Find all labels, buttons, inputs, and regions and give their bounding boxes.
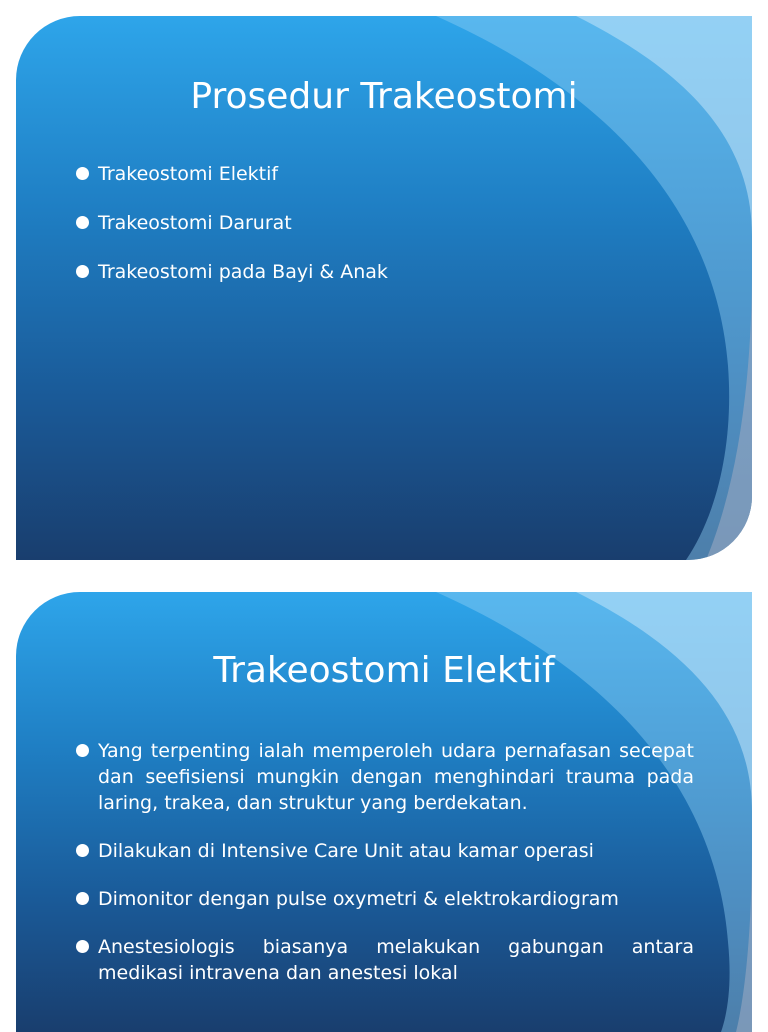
bullet-text: Dilakukan di Intensive Care Unit atau kamar operasi — [98, 840, 594, 862]
slide-1-bullet-list — [74, 162, 694, 309]
bullet-dot-icon — [76, 940, 89, 953]
bullet-text: Dimonitor dengan pulse oxymetri & elektrokardiogram — [98, 888, 619, 910]
bullet-text: Trakeostomi pada Bayi & Anak — [98, 261, 388, 283]
bullet-dot-icon — [76, 844, 89, 857]
bullet-dot-icon — [76, 167, 89, 180]
list-item — [74, 211, 694, 235]
bullet-dot-icon — [76, 265, 89, 278]
slide-1-title: Prosedur Trakeostomi — [190, 76, 578, 117]
bullet-dot-icon — [76, 744, 89, 757]
list-item — [74, 260, 694, 284]
list-item — [74, 162, 694, 186]
slide-2 — [16, 592, 752, 1032]
bullet-text: Trakeostomi Elektif — [98, 163, 279, 185]
bullet-text: Yang terpenting ialah memperoleh udara pernafasan secepat dan seefisiensi mungkin dengan menghindari trauma pada laring, trakea, dan struktur yang berdekatan. — [98, 740, 694, 814]
list-item — [74, 838, 694, 864]
slide-1 — [16, 16, 752, 560]
list-item — [74, 738, 694, 816]
list-item — [74, 886, 694, 912]
bullet-text: Trakeostomi Darurat — [98, 212, 292, 234]
bullet-dot-icon — [76, 216, 89, 229]
bullet-text: Anestesiologis biasanya melakukan gabungan antara medikasi intravena dan anestesi lokal — [98, 936, 694, 984]
slide-2-title: Trakeostomi Elektif — [213, 650, 555, 691]
slide-2-bullet-list — [74, 738, 694, 1008]
bullet-dot-icon — [76, 892, 89, 905]
list-item — [74, 934, 694, 986]
